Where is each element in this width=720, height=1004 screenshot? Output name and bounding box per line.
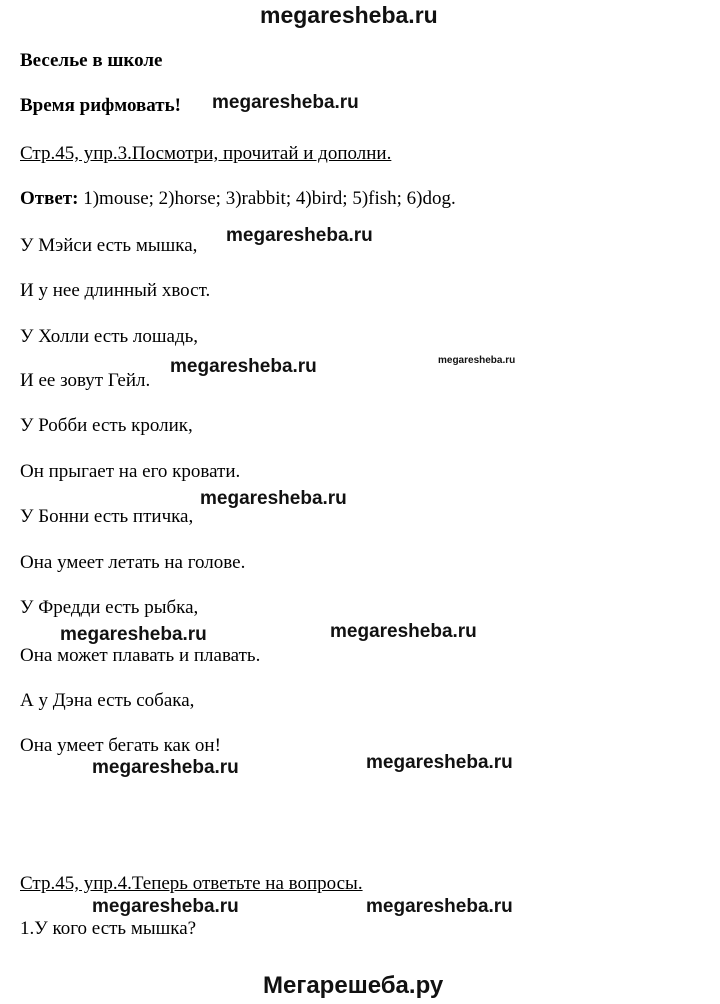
poem-line: И ее зовут Гейл. (20, 370, 151, 391)
poem-line: Он прыгает на его кровати. (20, 461, 241, 482)
watermark: megaresheba.ru (200, 488, 347, 509)
exercise-4-heading: Стр.45, упр.4.Теперь ответьте на вопросы. (20, 873, 363, 894)
answer-text: 1)mouse; 2)horse; 3)rabbit; 4)bird; 5)fish; 6)dog. (78, 188, 456, 209)
poem-line: У Бонни есть птичка, (20, 506, 194, 527)
poem-line: И у нее длинный хвост. (20, 280, 211, 301)
answer-label: Ответ: (20, 188, 79, 209)
poem-line: Она может плавать и плавать. (20, 645, 261, 666)
document-subtitle: Время рифмовать! (20, 95, 181, 116)
poem-line: Она умеет летать на голове. (20, 552, 246, 573)
site-watermark-top: megaresheba.ru (260, 2, 438, 28)
watermark: megaresheba.ru (212, 92, 359, 113)
question-1: 1.У кого есть мышка? (20, 918, 197, 939)
watermark: megaresheba.ru (170, 356, 317, 377)
poem-line: Она умеет бегать как он! (20, 735, 221, 756)
answer-line (20, 188, 456, 210)
exercise-3-heading: Стр.45, упр.3.Посмотри, прочитай и дополни. (20, 143, 392, 164)
watermark: megaresheba.ru (226, 225, 373, 246)
watermark: megaresheba.ru (60, 624, 207, 645)
poem-line: У Холли есть лошадь, (20, 326, 199, 347)
poem-line: У Фредди есть рыбка, (20, 597, 199, 618)
watermark: megaresheba.ru (366, 752, 513, 773)
watermark: megaresheba.ru (366, 896, 513, 917)
watermark: megaresheba.ru (92, 757, 239, 778)
site-watermark-bottom: Мегарешеба.ру (263, 972, 444, 999)
poem-line: У Робби есть кролик, (20, 415, 193, 436)
document-title: Веселье в школе (20, 50, 163, 71)
watermark: megaresheba.ru (92, 896, 239, 917)
poem-line: У Мэйси есть мышка, (20, 235, 198, 256)
poem-line: А у Дэна есть собака, (20, 690, 195, 711)
watermark-small: megaresheba.ru (438, 355, 516, 366)
watermark: megaresheba.ru (330, 621, 477, 642)
